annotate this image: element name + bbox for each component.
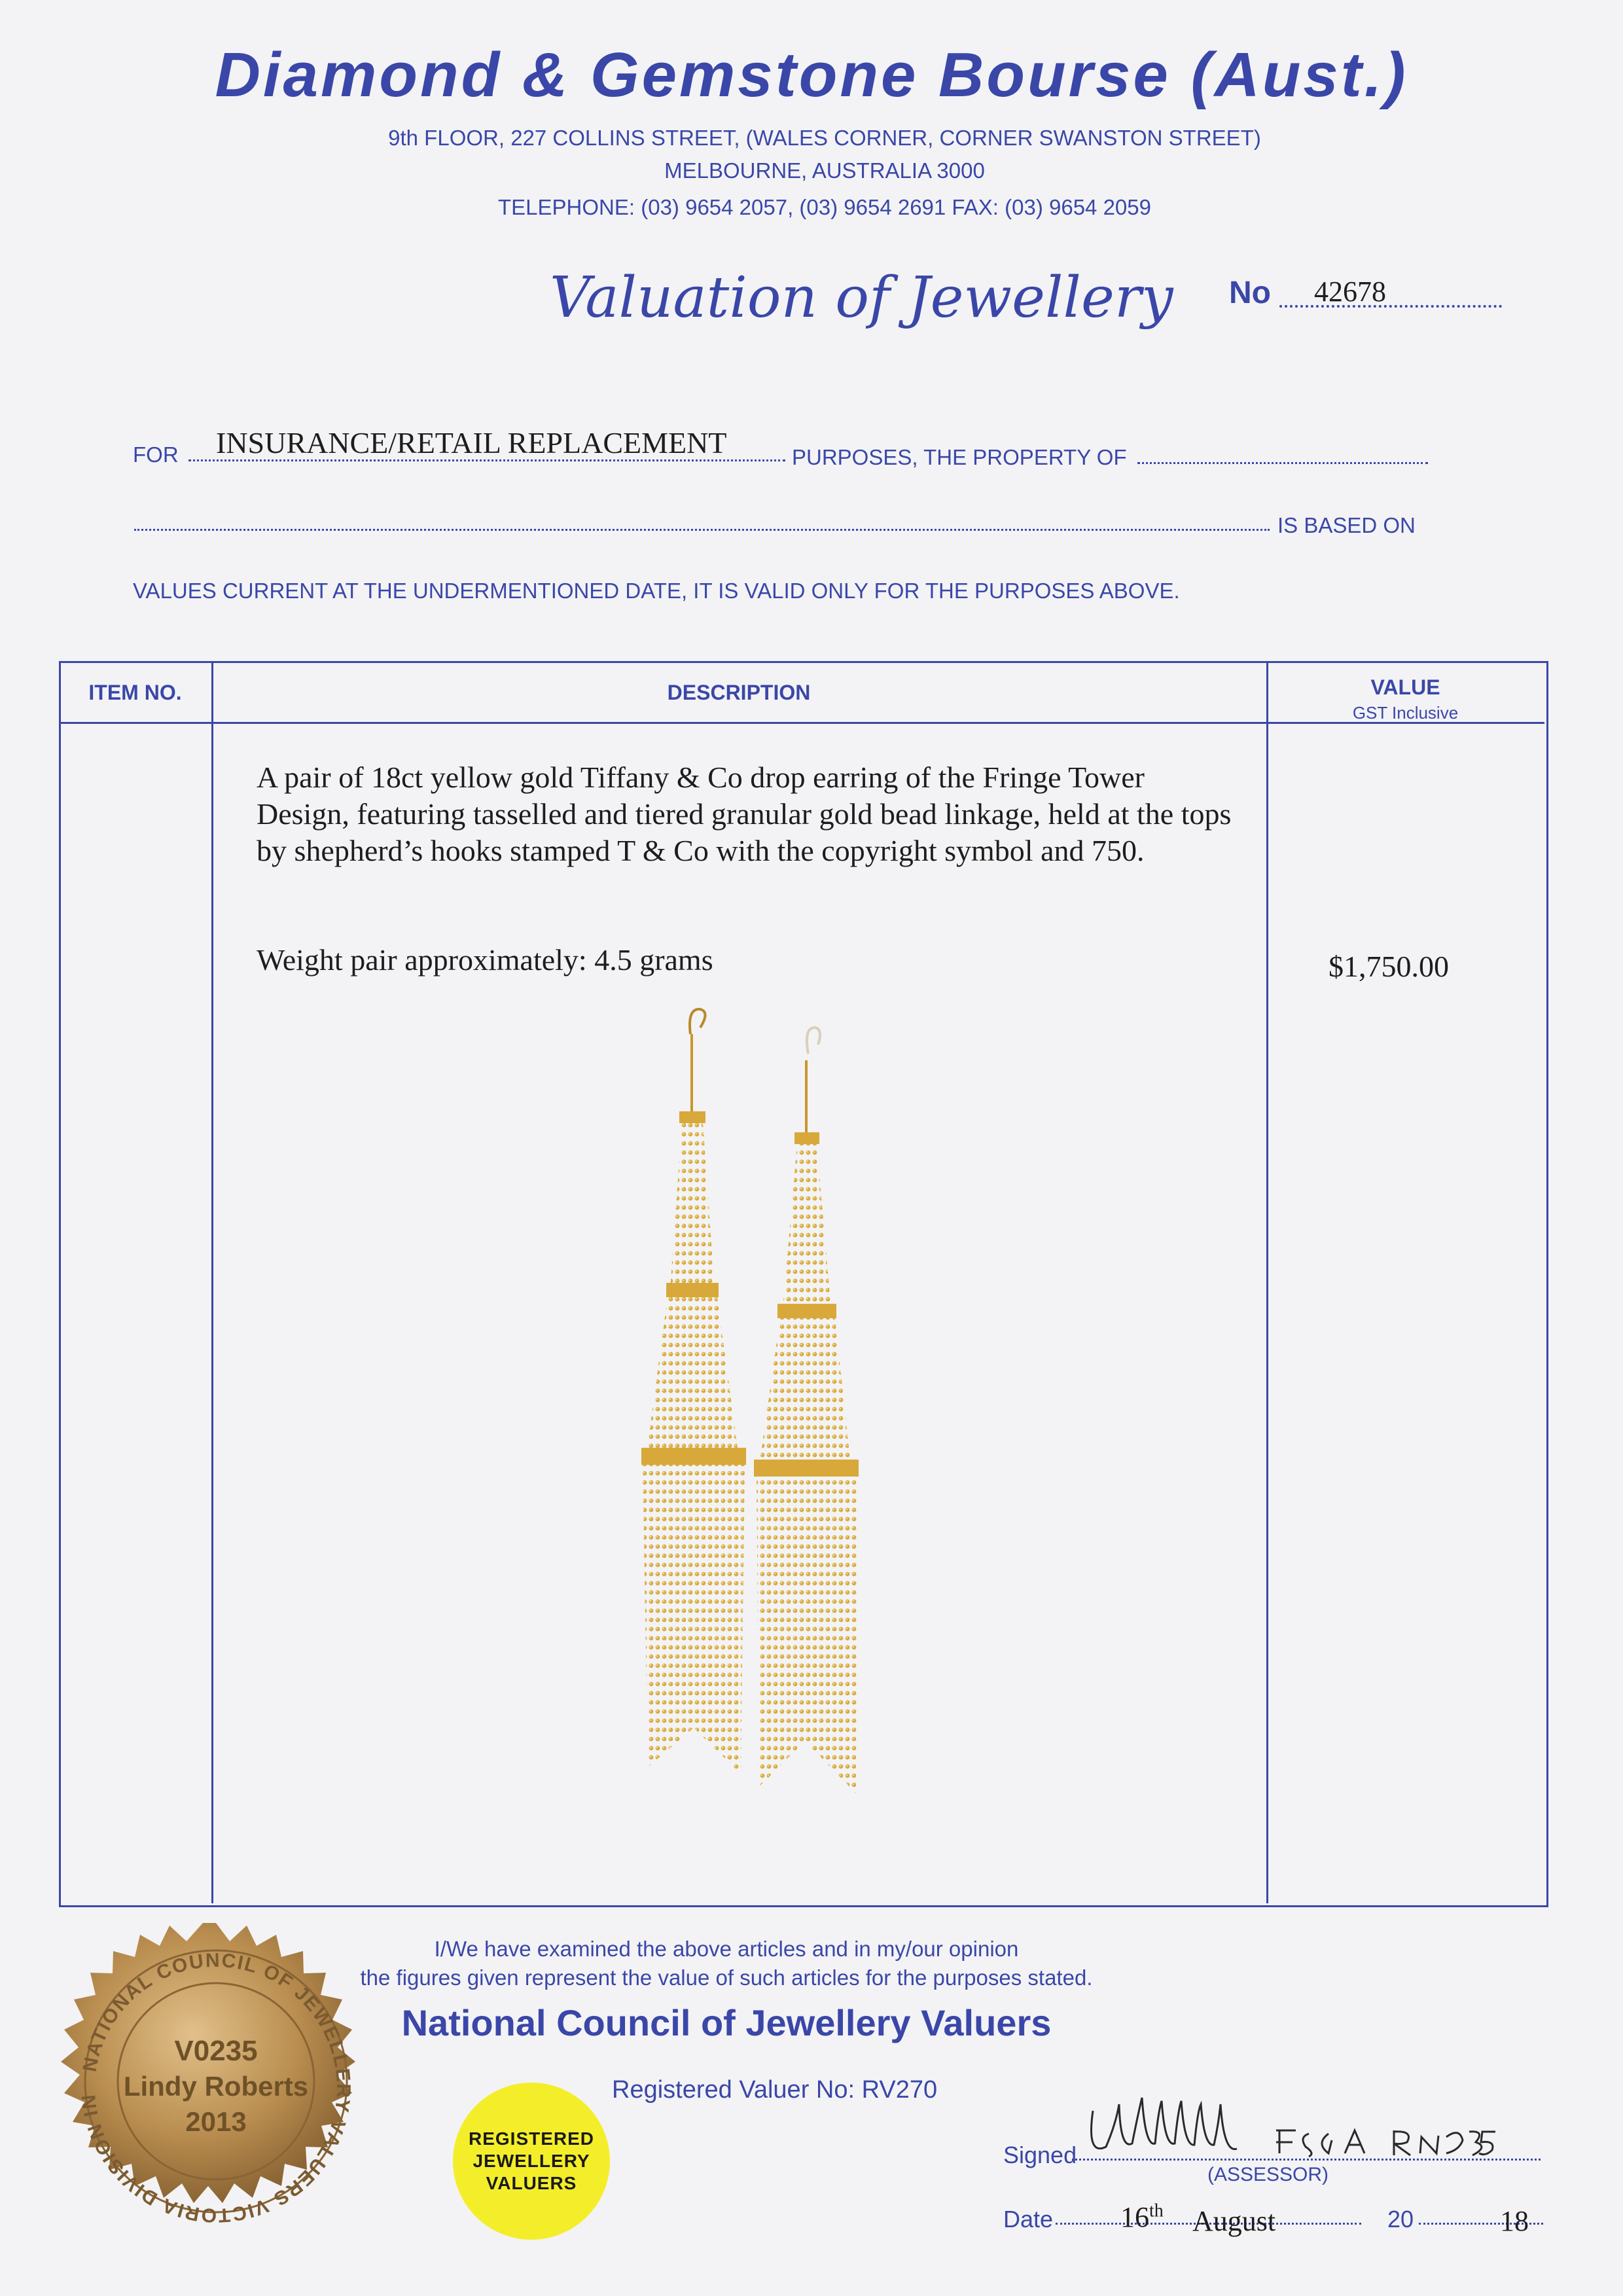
company-name: Diamond & Gemstone Bourse (Aust.) <box>215 40 1408 110</box>
seal-code: V0235 <box>174 2035 258 2067</box>
purposes-label: PURPOSES, THE PROPERTY OF <box>792 445 1127 469</box>
table-divider-item <box>211 661 213 1903</box>
registered-valuer-number: Registered Valuer No: RV270 <box>612 2076 938 2104</box>
address-line-2: MELBOURNE, AUSTRALIA 3000 <box>664 158 985 183</box>
date-month: August <box>1192 2205 1276 2237</box>
item-description: A pair of 18ct yellow gold Tiffany & Co drop earring of the Fringe Tower Design, featuring tasselled and tiered granular gold bead linkage, held at the tops by shepherd’s hooks stamped T & Co with the copyright symbol and 750. <box>257 761 1232 867</box>
number-dotted-line <box>1279 283 1502 308</box>
column-header-value-sub: GST Inclusive <box>1352 703 1459 723</box>
column-header-item: ITEM NO. <box>88 681 182 704</box>
year-prefix: 20 <box>1387 2206 1414 2233</box>
based-on-label: IS BASED ON <box>1277 513 1416 537</box>
validity-text: VALUES CURRENT AT THE UNDERMENTIONED DATE, IT IS VALID ONLY FOR THE PURPOSES ABOVE. <box>133 579 1180 603</box>
owner-dotted-line <box>134 522 1270 531</box>
date-day-suffix: th <box>1149 2200 1164 2221</box>
seal-year: 2013 <box>185 2106 247 2137</box>
for-label: FOR <box>133 442 179 467</box>
for-value: INSURANCE/RETAIL REPLACEMENT <box>216 426 727 459</box>
number-label: No <box>1229 276 1271 310</box>
property-of-dotted-line <box>1137 456 1428 464</box>
declaration-line-2: the figures given represent the value of such articles for the purposes stated. <box>360 1965 1093 1990</box>
registered-valuers-badge <box>453 2083 610 2240</box>
assessor-label: (ASSESSOR) <box>1207 2164 1329 2185</box>
declaration-line-1: I/We have examined the above articles and in my/our opinion <box>434 1937 1019 1961</box>
signature <box>1080 2085 1551 2170</box>
date-day-number: 16 <box>1120 2201 1149 2233</box>
column-header-description: DESCRIPTION <box>667 681 811 704</box>
left-earring <box>641 1009 746 1774</box>
badge-line-1: REGISTERED <box>468 2128 595 2149</box>
signed-label: Signed <box>1003 2142 1077 2168</box>
document-title: Valuation of Jewellery <box>550 265 1173 331</box>
date-label: Date <box>1003 2206 1054 2233</box>
phone-line: TELEPHONE: (03) 9654 2057, (03) 9654 2691 FAX: (03) 9654 2059 <box>498 195 1151 219</box>
earrings-photo <box>628 1001 870 1806</box>
column-header-value: VALUE <box>1370 675 1440 699</box>
item-weight: Weight pair approximately: 4.5 grams <box>257 943 713 977</box>
right-earring <box>754 1028 859 1793</box>
address-line-1: 9th FLOOR, 227 COLLINS STREET, (WALES CORNER, CORNER SWANSTON STREET) <box>388 126 1261 150</box>
date-day <box>1120 2200 1164 2234</box>
badge-line-3: VALUERS <box>486 2173 577 2193</box>
seal-ring-path: NATIONAL COUNCIL OF JEWELLERY VALUERS VICTORIA DIVISION IN <box>77 1949 355 2227</box>
gold-seal <box>46 1918 386 2258</box>
table-divider-value <box>1266 661 1268 1903</box>
year-suffix: 18 <box>1500 2205 1529 2237</box>
item-value: $1,750.00 <box>1329 950 1449 983</box>
badge-line-2: JEWELLERY <box>473 2151 590 2171</box>
document-number: 42678 <box>1314 276 1386 308</box>
seal-name: Lindy Roberts <box>123 2071 309 2102</box>
council-name: National Council of Jewellery Valuers <box>401 2002 1052 2043</box>
